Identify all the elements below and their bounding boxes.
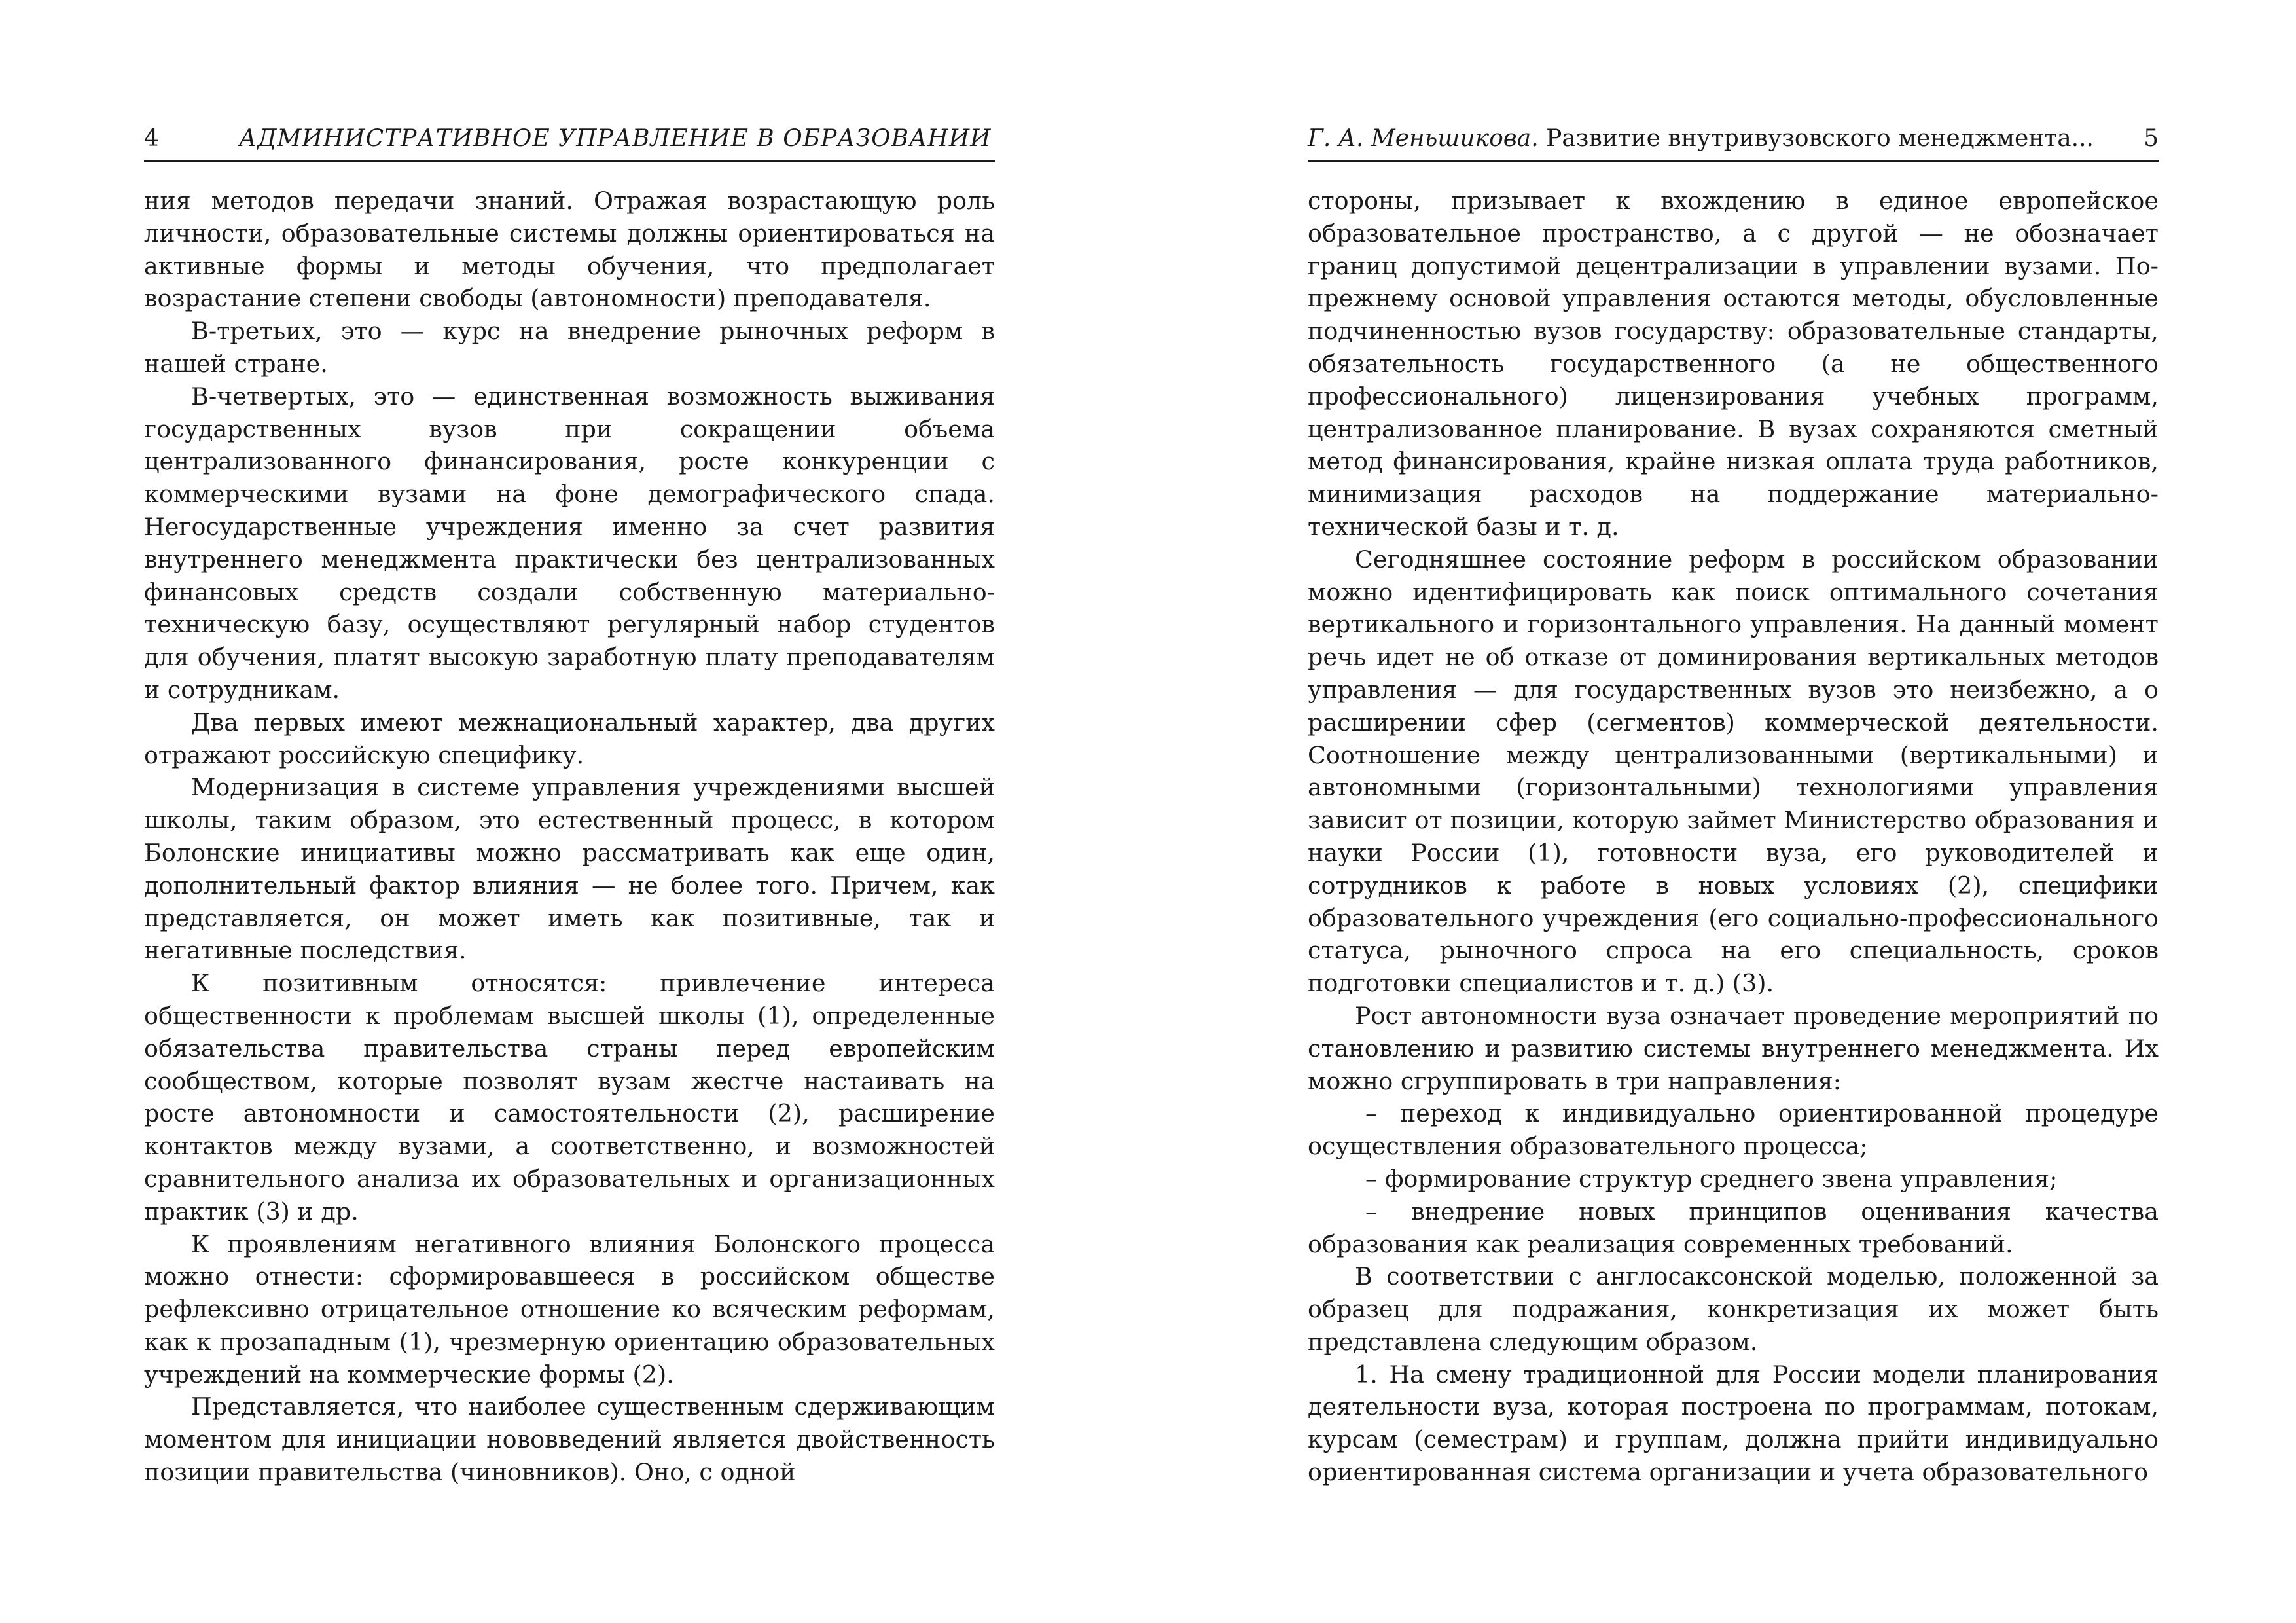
list-item: – внедрение новых принципов оценивания качества образования как реализация современных требований. — [1308, 1197, 2159, 1258]
right-page-body — [1308, 185, 2159, 1489]
paragraph: В-третьих, это — курс на внедрение рыночных реформ в нашей стране. — [144, 317, 995, 378]
paragraph: В соответствии с англосаксонской моделью, положенной за образец для подражания, конкретизация их может быть представлена следующим образом. — [1308, 1262, 2159, 1356]
list-item: – переход к индивидуально ориентированной процедуре осуществления образовательного процесса; — [1308, 1099, 2159, 1161]
paragraph: Рост автономности вуза означает проведение мероприятий по становлению и развитию системы внутреннего менеджмента. Их можно сгруппировать в три направления: — [1308, 1001, 2159, 1095]
left-page-header — [144, 118, 995, 162]
running-head: АДМИНИСТРАТИВНОЕ УПРАВЛЕНИЕ В ОБРАЗОВАНИИ — [239, 125, 992, 152]
paragraph: Сегодняшнее состояние реформ в российском образовании можно идентифицировать как поиск оптимального сочетания вертикального и горизонтального управления. На данный момент речь идет не об отказе от доминирования вертикальных методов управления — для государственных вузов это неизбежно, а о расширении сфер (сегментов) коммерческой деятельности. Соотношение между централизованными (вертикальными) и автономными (горизонтальными) технологиями управления зависит от позиции, которую займет Министерство образования и науки России (1), готовности вуза, его руководителей и сотрудников к работе в новых условиях (2), специфики образовательного учреждения (его социально-профессионального статуса, рыночного спроса на его специальность, сроков подготовки специалистов и т. д.) (3). — [1308, 545, 2159, 998]
paragraph: В-четвертых, это — единственная возможность выживания государственных вузов при сокращении объема централизованного финансирования, росте конкуренции с коммерческими вузами на фоне демографического спада. Негосударственные учреждения именно за счет развития внутреннего менеджмента практически без централизованных финансовых средств создали собственную материально-техническую базу, осуществляют регулярный набор студентов для обучения, платят высокую заработную плату преподавателям и сотрудникам. — [144, 382, 995, 704]
paragraph: стороны, призывает к вхождению в единое европейское образовательное пространство, а с другой — не обозначает границ допустимой децентрализации в управлении вузами. По-прежнему основой управления остаются методы, обусловленные подчиненностью вузов государству: образовательные стандарты, обязательность государственного (а не общественного профессионального) лицензирования учебных программ, централизованное планирование. В вузах сохраняются сметный метод финансирования, крайне низкая оплата труда работников, минимизация расходов на поддержание материально-технической базы и т. д. — [1308, 187, 2159, 541]
paragraph: К позитивным относятся: привлечение интереса общественности к проблемам высшей школы (1), определенные обязательства правительства страны перед европейским сообществом, которые позволят вузам жестче настаивать на росте автономности и самостоятельности (2), расширение контактов между вузами, а соответственно, и возможностей сравнительного анализа их образовательных и организационных практик (3) и др. — [144, 969, 995, 1226]
paragraph: К проявлениям негативного влияния Болонского процесса можно отнести: сформировавшееся в российском обществе рефлексивно отрицательное отношение ко всяческим реформам, как к прозападным (1), чрезмерную ориентацию образовательных учреждений на коммерческие формы (2). — [144, 1230, 995, 1389]
running-head — [1308, 118, 2094, 160]
page-number: 4 — [144, 125, 159, 152]
right-page-header — [1308, 118, 2159, 162]
paragraph: 1. На смену традиционной для России модели планирования деятельности вуза, которая построена по программам, потокам, курсам (семестрам) и группам, должна прийти индивидуально ориентированная система организации и учета образовательного — [1308, 1360, 2159, 1487]
paragraph: ния методов передачи знаний. Отражая возрастающую роль личности, образовательные системы должны ориентироваться на активные формы и методы обучения, что предполагает возрастание степени свободы (автономности) преподавателя. — [144, 187, 995, 313]
left-page-body — [144, 185, 995, 1489]
paragraph: Два первых имеют межнациональный характер, два других отражают российскую специфику. — [144, 708, 995, 769]
list-item: – формирование структур среднего звена управления; — [1365, 1164, 2058, 1193]
running-head-author: Г. А. Меньшикова. — [1308, 125, 1539, 152]
paragraph: Модернизация в системе управления учреждениями высшей школы, таким образом, это естественный процесс, в котором Болонские инициативы можно рассматривать как еще один, дополнительный фактор влияния — не более того. Причем, как представляется, он может иметь как позитивные, так и негативные последствия. — [144, 773, 995, 965]
paragraph: Представляется, что наиболее существенным сдерживающим моментом для инициации нововведений является двойственность позиции правительства (чиновников). Оно, с одной — [144, 1393, 995, 1487]
running-head-title: Развитие внутривузовского менеджмента... — [1546, 125, 2094, 152]
page-number: 5 — [2144, 125, 2159, 152]
